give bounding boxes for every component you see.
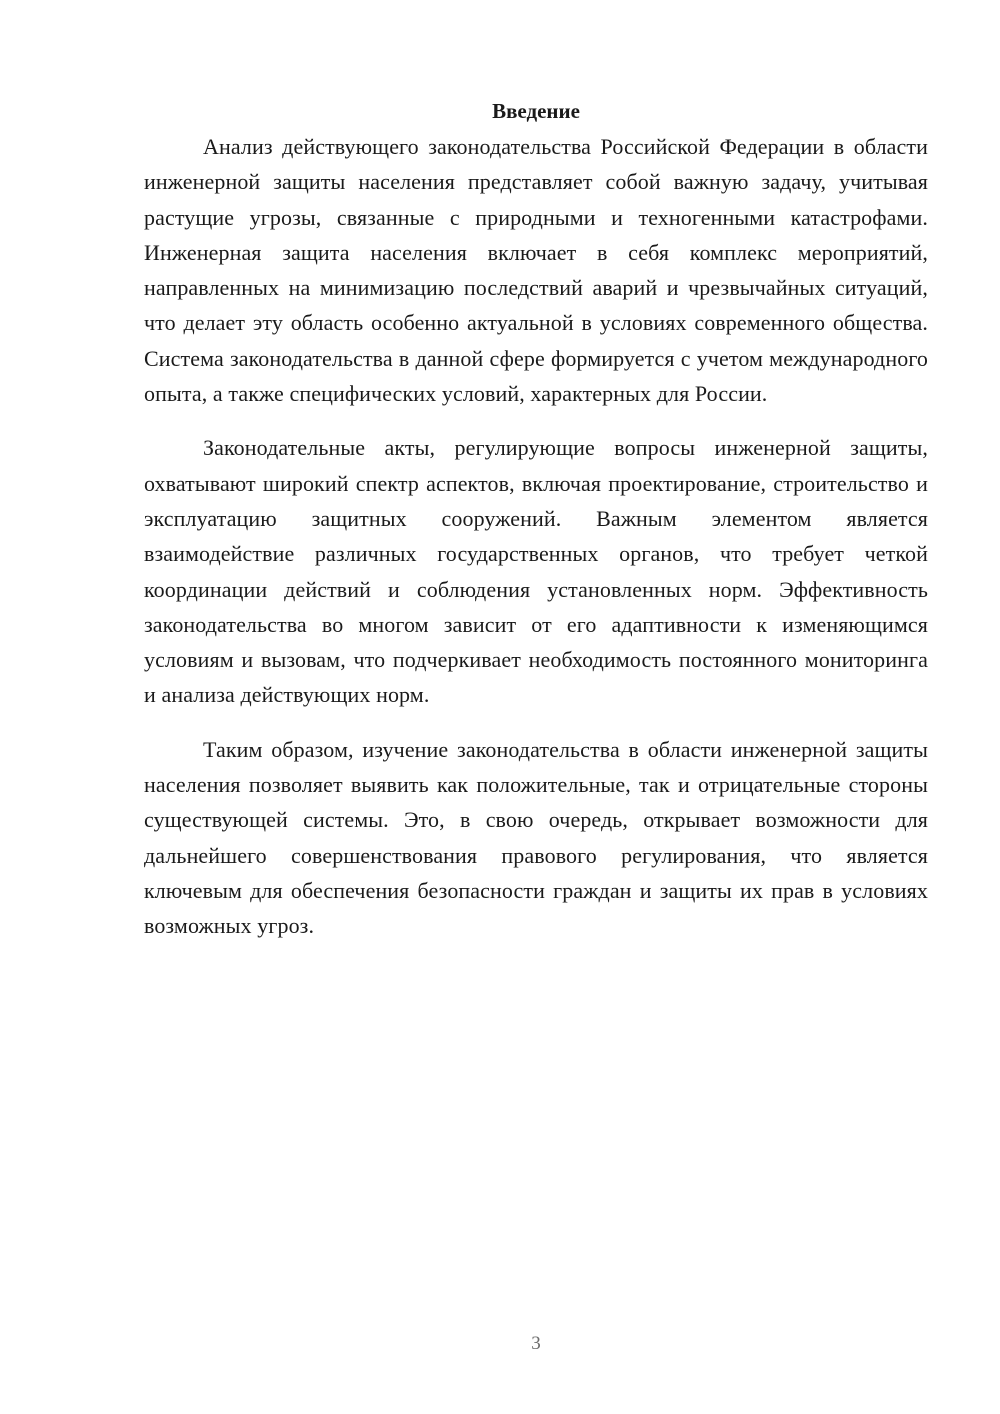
paragraph-2: Законодательные акты, регулирующие вопросы инженерной защиты, охватывают широкий спектр аспектов, включая проектирование, строительство и эксплуатацию защитных сооружений. Важным элементом является взаимодействие различных государственных органов, что требует четкой координации действий и соблюдения установленных норм. Эффективность законодательства во многом зависит от его адаптивности к изменяющимся условиям и вызовам, что подчеркивает необходимость постоянного мониторинга и анализа действующих норм. <box>144 435 928 708</box>
section-title: Введение <box>492 99 580 123</box>
paragraph-1: Анализ действующего законодательства Российской Федерации в области инженерной защиты населения представляет собой важную задачу, учитывая растущие угрозы, связанные с природными и техногенными катастрофами. Инженерная защита населения включает в себя комплекс мероприятий, направленных на минимизацию последствий аварий и чрезвычайных ситуаций, что делает эту область особенно актуальной в условиях современного общества. Система законодательства в данной сфере формируется с учетом международного опыта, а также специфических условий, характерных для России. <box>144 134 928 407</box>
paragraph-3: Таким образом, изучение законодательства в области инженерной защиты населения позволяет выявить как положительные, так и отрицательные стороны существующей системы. Это, в свою очередь, открывает возможности для дальнейшего совершенствования правового регулирования, что является ключевым для обеспечения безопасности граждан и защиты их прав в условиях возможных угроз. <box>144 736 928 939</box>
page-number: 3 <box>531 1333 541 1354</box>
page-content <box>144 94 928 944</box>
